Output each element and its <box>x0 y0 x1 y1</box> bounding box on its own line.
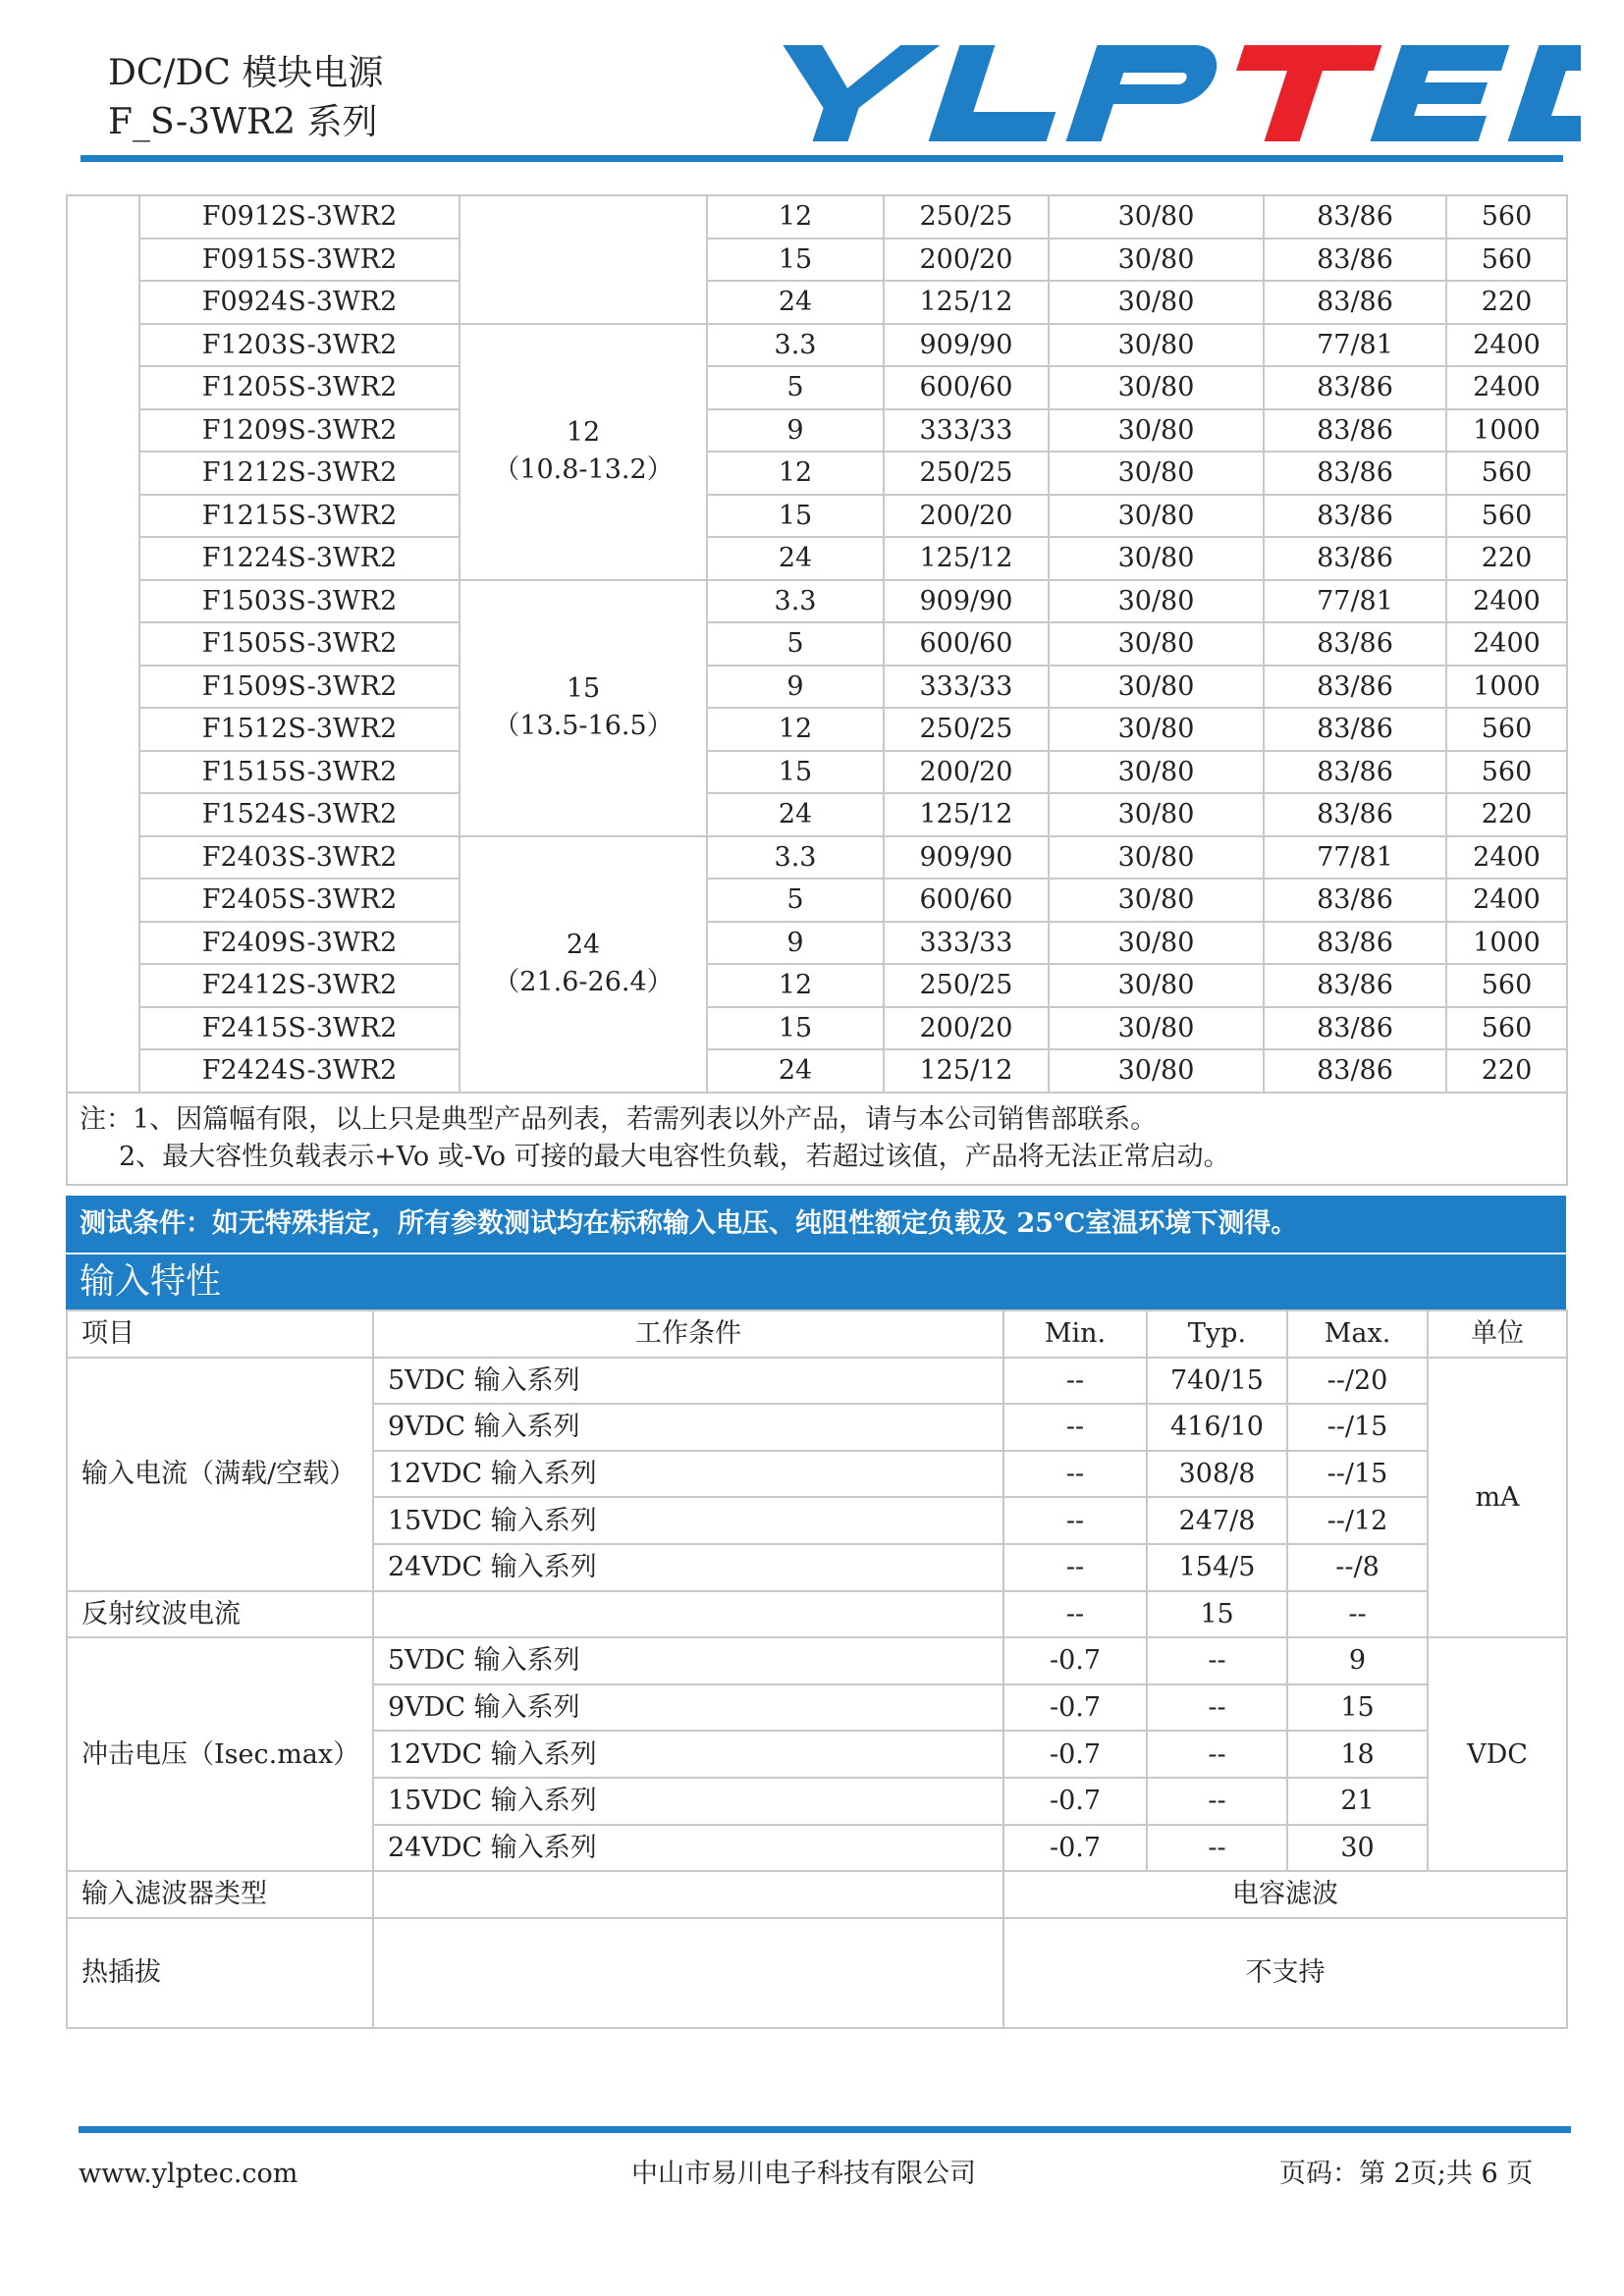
product-row <box>67 409 1567 453</box>
product-row <box>67 708 1567 751</box>
efficiency-cell: 83/86 <box>1264 366 1446 409</box>
typ-cell: -- <box>1147 1825 1287 1872</box>
efficiency-cell: 83/86 <box>1264 708 1446 751</box>
header-min: Min. <box>1003 1310 1147 1358</box>
capacitive-load-cell: 2400 <box>1446 366 1567 409</box>
typ-cell: -- <box>1147 1684 1287 1732</box>
output-current-cell: 125/12 <box>884 793 1049 836</box>
model-cell: F0924S-3WR2 <box>139 281 460 324</box>
efficiency-cell: 83/86 <box>1264 195 1446 239</box>
output-current-cell: 250/25 <box>884 195 1049 239</box>
min-cell: -0.7 <box>1003 1731 1147 1778</box>
input-section-title: 输入特性 <box>80 1261 222 1302</box>
min-cell: -0.7 <box>1003 1637 1147 1684</box>
efficiency-cell: 83/86 <box>1264 495 1446 538</box>
output-voltage-cell: 15 <box>707 751 884 794</box>
typ-cell: 740/15 <box>1147 1358 1287 1405</box>
input-voltage-range: （21.6-26.4） <box>493 967 674 997</box>
ripple-cell: 30/80 <box>1049 708 1264 751</box>
output-current-cell: 600/60 <box>884 879 1049 922</box>
output-current-cell: 125/12 <box>884 281 1049 324</box>
output-current-cell: 333/33 <box>884 409 1049 453</box>
efficiency-cell: 83/86 <box>1264 964 1446 1007</box>
output-voltage-cell: 24 <box>707 281 884 324</box>
efficiency-cell: 83/86 <box>1264 281 1446 324</box>
capacitive-load-cell: 2400 <box>1446 580 1567 623</box>
output-current-cell: 600/60 <box>884 622 1049 666</box>
output-voltage-cell: 15 <box>707 1007 884 1050</box>
output-current-cell: 333/33 <box>884 666 1049 709</box>
hot-plug-value: 不支持 <box>1003 1918 1567 2028</box>
condition-cell: 24VDC 输入系列 <box>373 1825 1003 1872</box>
test-condition-banner <box>66 1196 1566 1253</box>
ripple-cell: 30/80 <box>1049 666 1264 709</box>
efficiency-cell: 83/86 <box>1264 751 1446 794</box>
input-voltage-range: （10.8-13.2） <box>493 454 674 485</box>
product-row <box>67 1007 1567 1050</box>
output-voltage-cell: 15 <box>707 239 884 282</box>
output-voltage-cell: 5 <box>707 879 884 922</box>
input-header-row <box>67 1310 1567 1358</box>
model-cell: F1505S-3WR2 <box>139 622 460 666</box>
typ-cell: 308/8 <box>1147 1451 1287 1498</box>
max-cell: --/8 <box>1287 1544 1428 1591</box>
model-cell: F1203S-3WR2 <box>139 324 460 367</box>
note-2: 2、最大容性负载表示+Vo 或-Vo 可接的最大电容性负载，若超过该值，产品将无法正常启动。 <box>119 1141 1230 1172</box>
ripple-cell: 30/80 <box>1049 366 1264 409</box>
logo-letters <box>756 45 1581 141</box>
output-voltage-cell: 12 <box>707 708 884 751</box>
efficiency-cell: 77/81 <box>1264 324 1446 367</box>
capacitive-load-cell: 220 <box>1446 1049 1567 1093</box>
efficiency-cell: 83/86 <box>1264 622 1446 666</box>
output-voltage-cell: 3.3 <box>707 580 884 623</box>
output-voltage-cell: 24 <box>707 537 884 580</box>
input-filter-label: 输入滤波器类型 <box>67 1871 373 1918</box>
condition-cell: 5VDC 输入系列 <box>373 1637 1003 1684</box>
output-voltage-cell: 3.3 <box>707 836 884 880</box>
output-voltage-cell: 12 <box>707 195 884 239</box>
capacitive-load-cell: 220 <box>1446 281 1567 324</box>
input-voltage-range: （13.5-16.5） <box>493 711 674 741</box>
typ-cell: -- <box>1147 1637 1287 1684</box>
model-cell: F2415S-3WR2 <box>139 1007 460 1050</box>
min-cell: -- <box>1003 1591 1147 1638</box>
output-voltage-cell: 9 <box>707 666 884 709</box>
min-cell: -0.7 <box>1003 1684 1147 1732</box>
reflected-ripple-row <box>67 1591 1567 1638</box>
input-current-label: 输入电流（满载/空载） <box>67 1358 373 1591</box>
capacitive-load-cell: 1000 <box>1446 922 1567 965</box>
model-cell: F1209S-3WR2 <box>139 409 460 453</box>
efficiency-cell: 77/81 <box>1264 580 1446 623</box>
output-voltage-cell: 15 <box>707 495 884 538</box>
min-cell: -- <box>1003 1544 1147 1591</box>
output-current-cell: 600/60 <box>884 366 1049 409</box>
product-row <box>67 964 1567 1007</box>
header-divider <box>81 155 1563 162</box>
max-cell: --/15 <box>1287 1451 1428 1498</box>
output-current-cell: 200/20 <box>884 1007 1049 1050</box>
condition-cell: 5VDC 输入系列 <box>373 1358 1003 1405</box>
capacitive-load-cell: 2400 <box>1446 879 1567 922</box>
condition-cell: 15VDC 输入系列 <box>373 1778 1003 1825</box>
hot-plug-label: 热插拔 <box>67 1918 373 2028</box>
max-cell: 30 <box>1287 1825 1428 1872</box>
blank-label-cell <box>67 195 139 1093</box>
input-voltage-cell <box>460 324 707 580</box>
notes-row <box>67 1093 1567 1185</box>
ripple-cell: 30/80 <box>1049 324 1264 367</box>
capacitive-load-cell: 560 <box>1446 1007 1567 1050</box>
product-row <box>67 580 1567 623</box>
output-current-cell: 200/20 <box>884 239 1049 282</box>
product-row <box>67 495 1567 538</box>
ripple-cell: 30/80 <box>1049 495 1264 538</box>
input-filter-row <box>67 1871 1567 1918</box>
ripple-cell: 30/80 <box>1049 239 1264 282</box>
model-cell: F2409S-3WR2 <box>139 922 460 965</box>
efficiency-cell: 83/86 <box>1264 409 1446 453</box>
footer-page-number: 页码：第 2页;共 6 页 <box>1279 2159 1534 2189</box>
product-row <box>67 195 1567 239</box>
capacitive-load-cell: 560 <box>1446 195 1567 239</box>
typ-cell: 154/5 <box>1147 1544 1287 1591</box>
capacitive-load-cell: 560 <box>1446 708 1567 751</box>
ripple-cell: 30/80 <box>1049 836 1264 880</box>
efficiency-cell: 83/86 <box>1264 1007 1446 1050</box>
document-title <box>108 49 383 147</box>
max-cell: 9 <box>1287 1637 1428 1684</box>
product-row <box>67 366 1567 409</box>
max-cell: --/15 <box>1287 1404 1428 1451</box>
model-cell: F0915S-3WR2 <box>139 239 460 282</box>
capacitive-load-cell: 560 <box>1446 452 1567 495</box>
efficiency-cell: 83/86 <box>1264 452 1446 495</box>
condition-cell: 9VDC 输入系列 <box>373 1404 1003 1451</box>
output-current-cell: 200/20 <box>884 751 1049 794</box>
hot-plug-condition-cell <box>373 1918 1003 2028</box>
efficiency-cell: 77/81 <box>1264 836 1446 880</box>
ripple-cell: 30/80 <box>1049 793 1264 836</box>
model-cell: F1212S-3WR2 <box>139 452 460 495</box>
hot-plug-row <box>67 1918 1567 2028</box>
product-row <box>67 537 1567 580</box>
output-voltage-cell: 5 <box>707 366 884 409</box>
input-voltage-nominal: 12 <box>566 417 601 448</box>
capacitive-load-cell: 2400 <box>1446 324 1567 367</box>
efficiency-cell: 83/86 <box>1264 922 1446 965</box>
product-row <box>67 324 1567 367</box>
output-voltage-cell: 24 <box>707 793 884 836</box>
ripple-cell: 30/80 <box>1049 580 1264 623</box>
product-row <box>67 452 1567 495</box>
min-cell: -- <box>1003 1358 1147 1405</box>
min-cell: -0.7 <box>1003 1778 1147 1825</box>
footer-website[interactable]: www.ylptec.com <box>79 2159 298 2189</box>
footer-company: 中山市易川电子科技有限公司 <box>631 2159 976 2189</box>
typ-cell: -- <box>1147 1731 1287 1778</box>
model-cell: F1215S-3WR2 <box>139 495 460 538</box>
product-row <box>67 793 1567 836</box>
ripple-cell: 30/80 <box>1049 964 1264 1007</box>
product-row <box>67 879 1567 922</box>
efficiency-cell: 83/86 <box>1264 239 1446 282</box>
output-voltage-cell: 12 <box>707 452 884 495</box>
output-current-cell: 250/25 <box>884 452 1049 495</box>
capacitive-load-cell: 220 <box>1446 793 1567 836</box>
min-cell: -0.7 <box>1003 1825 1147 1872</box>
capacitive-load-cell: 2400 <box>1446 836 1567 880</box>
model-cell: F1509S-3WR2 <box>139 666 460 709</box>
efficiency-cell: 83/86 <box>1264 879 1446 922</box>
ripple-cell: 30/80 <box>1049 922 1264 965</box>
input-filter-condition-cell <box>373 1871 1003 1918</box>
condition-cell: 12VDC 输入系列 <box>373 1731 1003 1778</box>
ripple-cell: 30/80 <box>1049 195 1264 239</box>
product-row <box>67 1049 1567 1093</box>
ripple-cell: 30/80 <box>1049 281 1264 324</box>
ylptec-logo <box>756 37 1581 147</box>
efficiency-cell: 83/86 <box>1264 666 1446 709</box>
model-cell: F0912S-3WR2 <box>139 195 460 239</box>
max-cell: 18 <box>1287 1731 1428 1778</box>
output-current-cell: 250/25 <box>884 964 1049 1007</box>
capacitive-load-cell: 2400 <box>1446 622 1567 666</box>
condition-cell: 12VDC 输入系列 <box>373 1451 1003 1498</box>
output-voltage-cell: 9 <box>707 922 884 965</box>
capacitive-load-cell: 1000 <box>1446 666 1567 709</box>
condition-cell: 15VDC 输入系列 <box>373 1497 1003 1544</box>
product-row <box>67 922 1567 965</box>
max-cell: --/12 <box>1287 1497 1428 1544</box>
surge-voltage-row <box>67 1637 1567 1684</box>
output-current-cell: 125/12 <box>884 1049 1049 1093</box>
efficiency-cell: 83/86 <box>1264 793 1446 836</box>
min-cell: -- <box>1003 1451 1147 1498</box>
capacitive-load-cell: 560 <box>1446 239 1567 282</box>
title-line-1: DC/DC 模块电源 <box>108 53 384 93</box>
header-max: Max. <box>1287 1310 1428 1358</box>
surge-voltage-label: 冲击电压（Isec.max） <box>67 1637 373 1871</box>
model-cell: F1515S-3WR2 <box>139 751 460 794</box>
condition-cell <box>373 1591 1003 1638</box>
header-typ: Typ. <box>1147 1310 1287 1358</box>
ripple-cell: 30/80 <box>1049 622 1264 666</box>
input-filter-value: 电容滤波 <box>1003 1871 1567 1918</box>
typ-cell: 247/8 <box>1147 1497 1287 1544</box>
model-cell: F2412S-3WR2 <box>139 964 460 1007</box>
output-current-cell: 200/20 <box>884 495 1049 538</box>
ripple-cell: 30/80 <box>1049 879 1264 922</box>
output-voltage-cell: 5 <box>707 622 884 666</box>
condition-cell: 9VDC 输入系列 <box>373 1684 1003 1732</box>
ripple-cell: 30/80 <box>1049 1007 1264 1050</box>
notes-cell <box>67 1093 1567 1185</box>
output-current-cell: 125/12 <box>884 537 1049 580</box>
typ-cell: 15 <box>1147 1591 1287 1638</box>
output-current-cell: 909/90 <box>884 580 1049 623</box>
output-voltage-cell: 12 <box>707 964 884 1007</box>
product-model-table <box>66 194 1568 1186</box>
model-cell: F2405S-3WR2 <box>139 879 460 922</box>
product-row <box>67 281 1567 324</box>
ripple-cell: 30/80 <box>1049 452 1264 495</box>
input-characteristics-table <box>66 1309 1568 2029</box>
max-cell: 21 <box>1287 1778 1428 1825</box>
capacitive-load-cell: 560 <box>1446 495 1567 538</box>
input-voltage-cell <box>460 580 707 836</box>
efficiency-cell: 83/86 <box>1264 1049 1446 1093</box>
unit-cell: mA <box>1428 1358 1567 1638</box>
product-row <box>67 666 1567 709</box>
header-condition: 工作条件 <box>373 1310 1003 1358</box>
output-voltage-cell: 24 <box>707 1049 884 1093</box>
model-cell: F2424S-3WR2 <box>139 1049 460 1093</box>
input-voltage-nominal: 24 <box>566 930 601 960</box>
product-row <box>67 836 1567 880</box>
input-section-banner <box>66 1255 1566 1309</box>
model-cell: F1503S-3WR2 <box>139 580 460 623</box>
title-line-2: F_S-3WR2 系列 <box>108 102 378 142</box>
capacitive-load-cell: 560 <box>1446 964 1567 1007</box>
ripple-cell: 30/80 <box>1049 409 1264 453</box>
max-cell: -- <box>1287 1591 1428 1638</box>
output-current-cell: 250/25 <box>884 708 1049 751</box>
ripple-cell: 30/80 <box>1049 537 1264 580</box>
max-cell: 15 <box>1287 1684 1428 1732</box>
model-cell: F1524S-3WR2 <box>139 793 460 836</box>
min-cell: -- <box>1003 1497 1147 1544</box>
efficiency-cell: 83/86 <box>1264 537 1446 580</box>
test-condition-text: 测试条件：如无特殊指定，所有参数测试均在标称输入电压、纯阻性额定负载及 25℃室温环境下测得。 <box>80 1208 1298 1239</box>
output-current-cell: 909/90 <box>884 324 1049 367</box>
typ-cell: -- <box>1147 1778 1287 1825</box>
input-voltage-cell <box>460 836 707 1093</box>
header-item: 项目 <box>67 1310 373 1358</box>
input-voltage-nominal: 15 <box>566 673 601 704</box>
logo-letter-t <box>1214 45 1382 141</box>
unit-cell: VDC <box>1428 1637 1567 1871</box>
capacitive-load-cell: 1000 <box>1446 409 1567 453</box>
capacitive-load-cell: 220 <box>1446 537 1567 580</box>
output-current-cell: 909/90 <box>884 836 1049 880</box>
input-current-row <box>67 1358 1567 1405</box>
model-cell: F1224S-3WR2 <box>139 537 460 580</box>
reflected-ripple-label: 反射纹波电流 <box>67 1591 373 1638</box>
note-1: 注：1、因篇幅有限，以上只是典型产品列表，若需列表以外产品，请与本公司销售部联系。 <box>80 1103 1158 1135</box>
output-voltage-cell: 3.3 <box>707 324 884 367</box>
product-row <box>67 622 1567 666</box>
footer-divider <box>79 2126 1571 2133</box>
model-cell: F2403S-3WR2 <box>139 836 460 880</box>
input-voltage-cell <box>460 195 707 324</box>
model-cell: F1205S-3WR2 <box>139 366 460 409</box>
product-row <box>67 239 1567 282</box>
output-voltage-cell: 9 <box>707 409 884 453</box>
model-cell: F1512S-3WR2 <box>139 708 460 751</box>
ripple-cell: 30/80 <box>1049 1049 1264 1093</box>
capacitive-load-cell: 560 <box>1446 751 1567 794</box>
max-cell: --/20 <box>1287 1358 1428 1405</box>
condition-cell: 24VDC 输入系列 <box>373 1544 1003 1591</box>
typ-cell: 416/10 <box>1147 1404 1287 1451</box>
min-cell: -- <box>1003 1404 1147 1451</box>
product-row <box>67 751 1567 794</box>
header-unit: 单位 <box>1428 1310 1567 1358</box>
output-current-cell: 333/33 <box>884 922 1049 965</box>
ripple-cell: 30/80 <box>1049 751 1264 794</box>
